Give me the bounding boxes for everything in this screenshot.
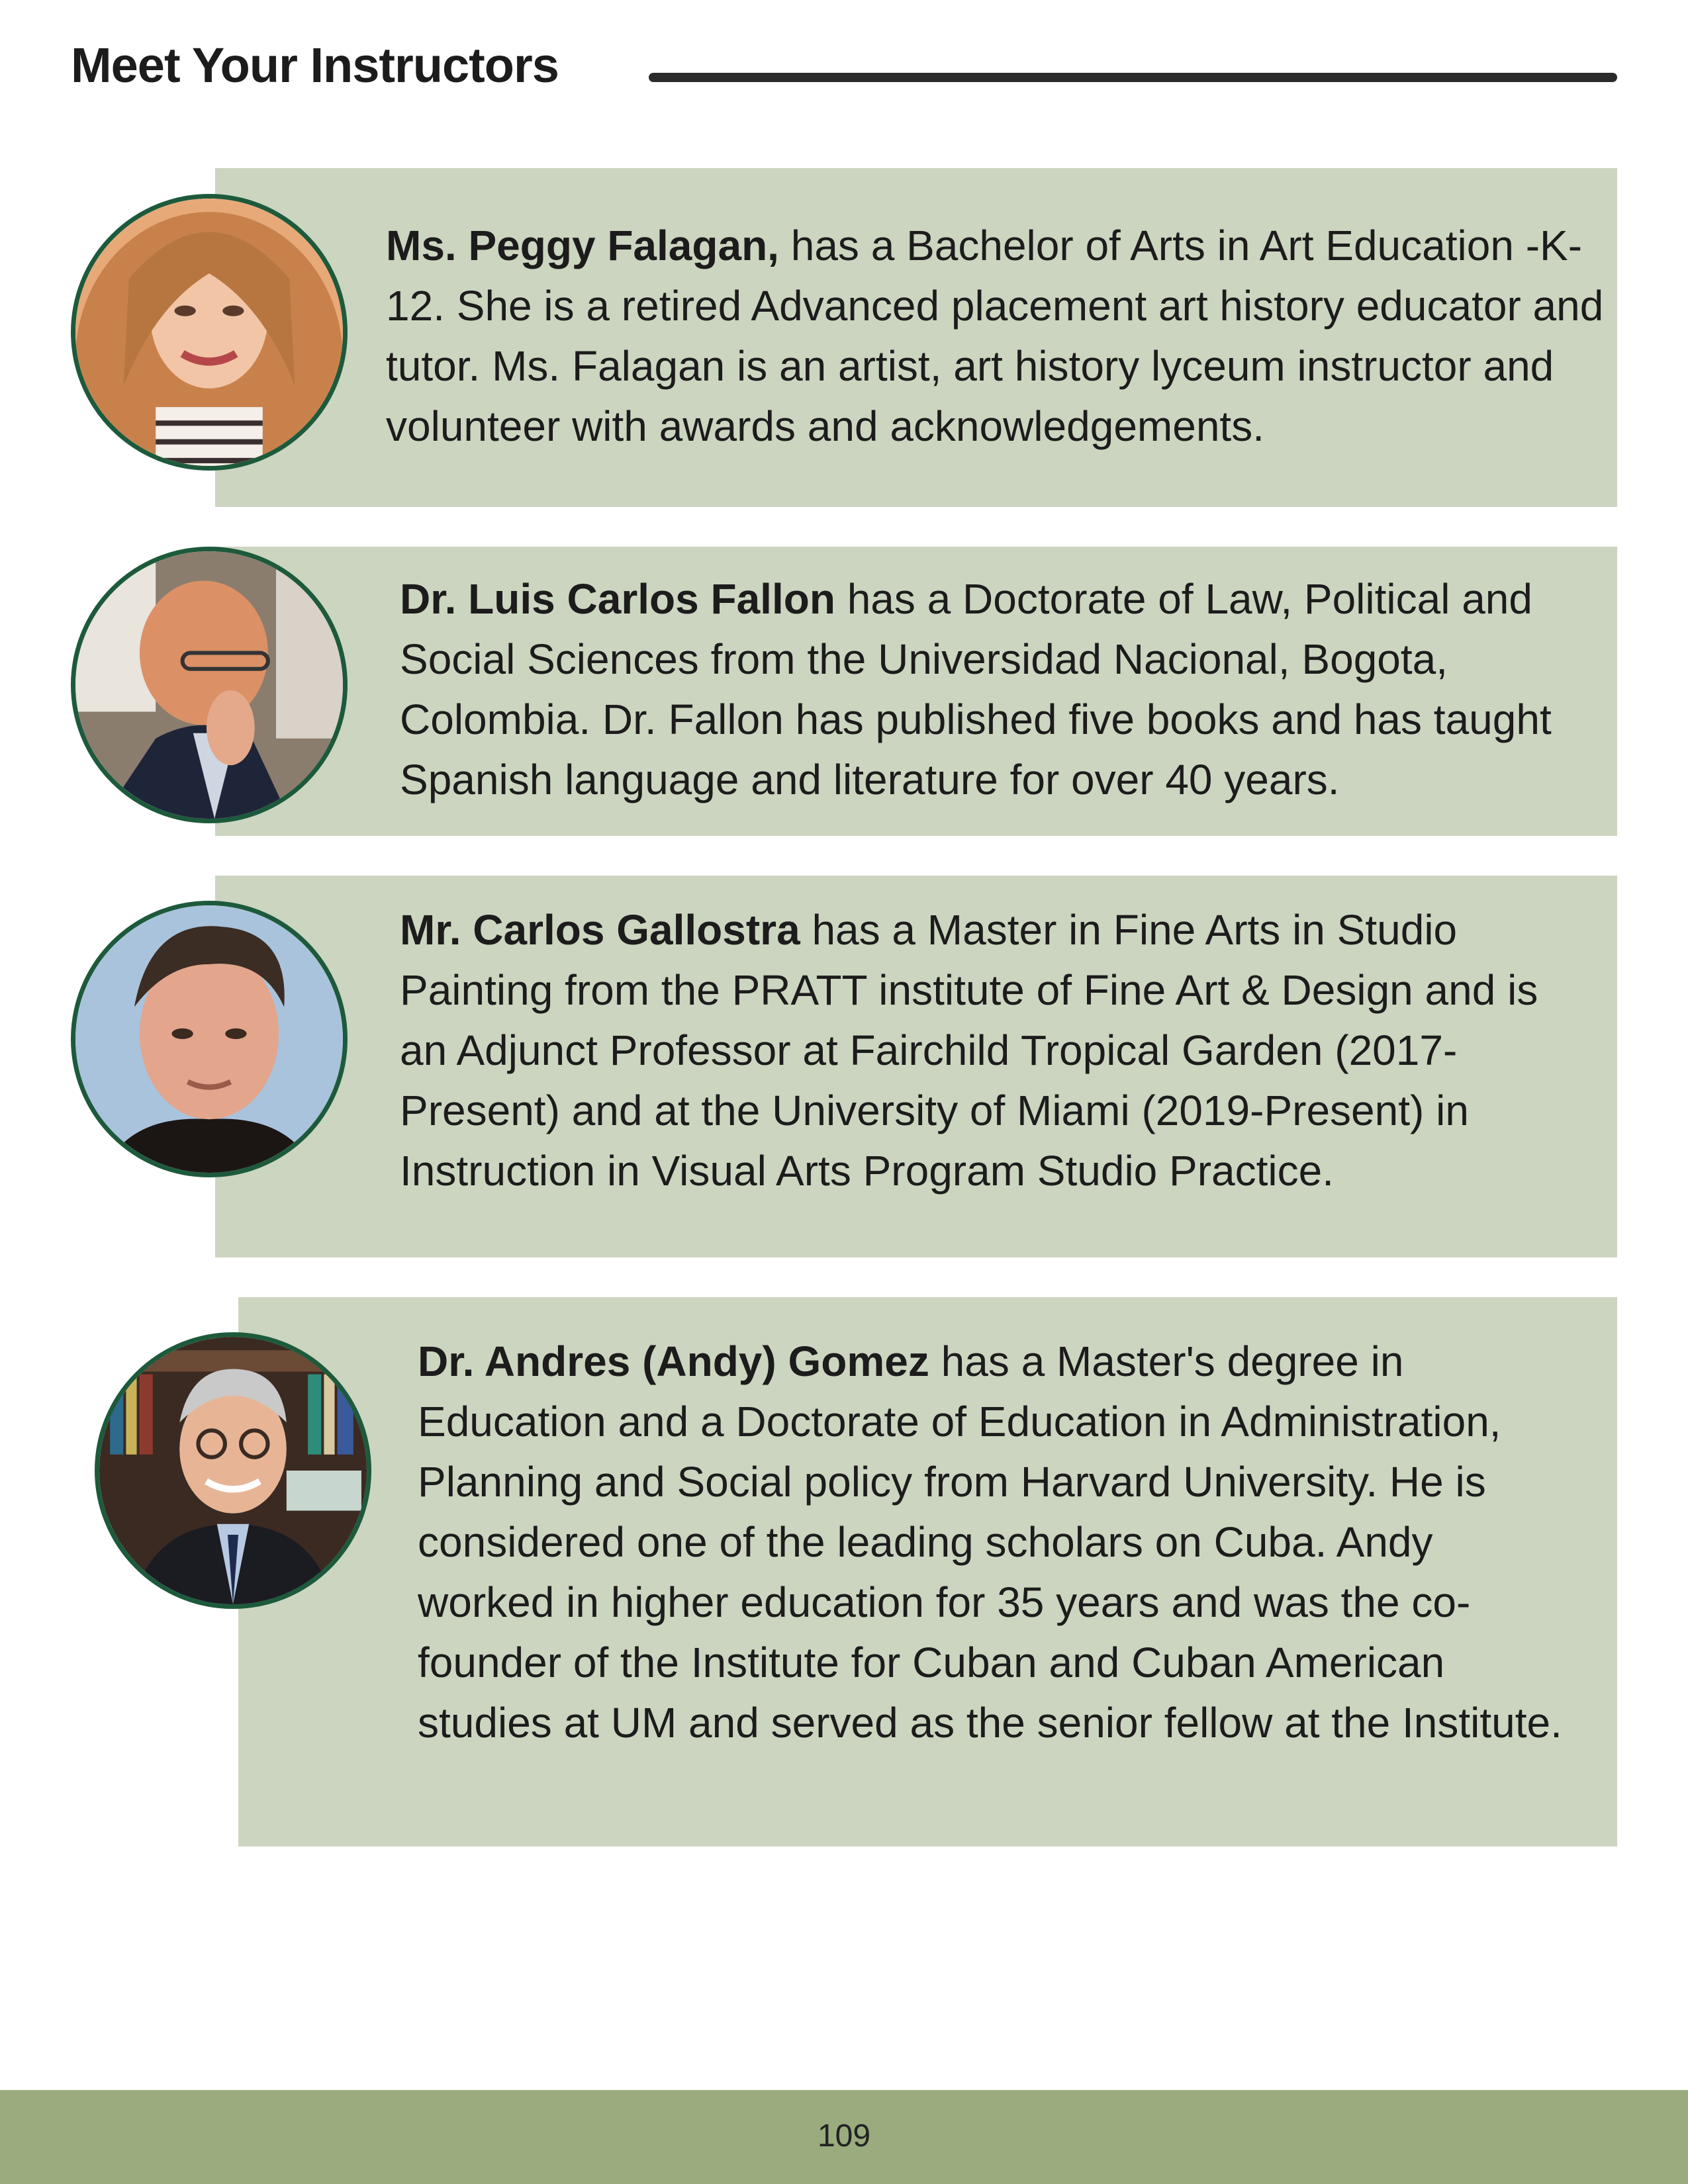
page-number: 109 — [817, 2118, 871, 2154]
instructor-name: Ms. Peggy Falagan, — [386, 222, 779, 269]
instructor-description: has a Doctorate of Law, Political and Social Sciences from the Universidad Nacional, Bogota, Colombia. Dr. Fallon has published five books and has taught Spanish language and literature for over 40 years. — [400, 575, 1552, 803]
instructor-bio-falagan — [386, 216, 1611, 457]
page-title: Meet Your Instructors — [71, 38, 559, 93]
instructor-photo-falagan — [71, 194, 348, 471]
instructor-description: has a Master in Fine Arts in Studio Painting from the PRATT institute of Fine Art & Design and is an Adjunct Professor at Fairchild Tropical Garden (2017-Present) and at the University of Miami (2019-Present) in Instruction in Visual Arts Program Studio Practice. — [400, 906, 1538, 1195]
instructor-photo-fallon — [71, 547, 348, 823]
instructor-description: has a Bachelor of Arts in Art Education -K-12. She is a retired Advanced placement art history educator and tutor. Ms. Falagan is an artist, art history lyceum instructor and volunteer with awards and acknowledgements. — [386, 222, 1604, 450]
instructor-description: has a Master's degree in Education and a Doctorate of Education in Administration, Planning and Social policy from Harvard University. He is considered one of the leading scholars on Cuba. Andy worked in higher education for 35 years and was the co-founder of the Institute for Cuban and Cuban American studies at UM and served as the senior fellow at the Institute. — [418, 1338, 1562, 1747]
instructor-name: Dr. Luis Carlos Fallon — [400, 575, 835, 623]
heading-divider — [649, 73, 1617, 82]
instructor-bio-fallon — [400, 569, 1611, 810]
instructor-name: Dr. Andres (Andy) Gomez — [418, 1338, 929, 1385]
instructor-bio-gallostra — [400, 900, 1565, 1201]
instructor-photo-gomez — [95, 1332, 371, 1609]
instructor-bio-gomez — [418, 1332, 1570, 1753]
instructor-photo-gallostra — [71, 901, 348, 1177]
instructor-name: Mr. Carlos Gallostra — [400, 906, 800, 954]
